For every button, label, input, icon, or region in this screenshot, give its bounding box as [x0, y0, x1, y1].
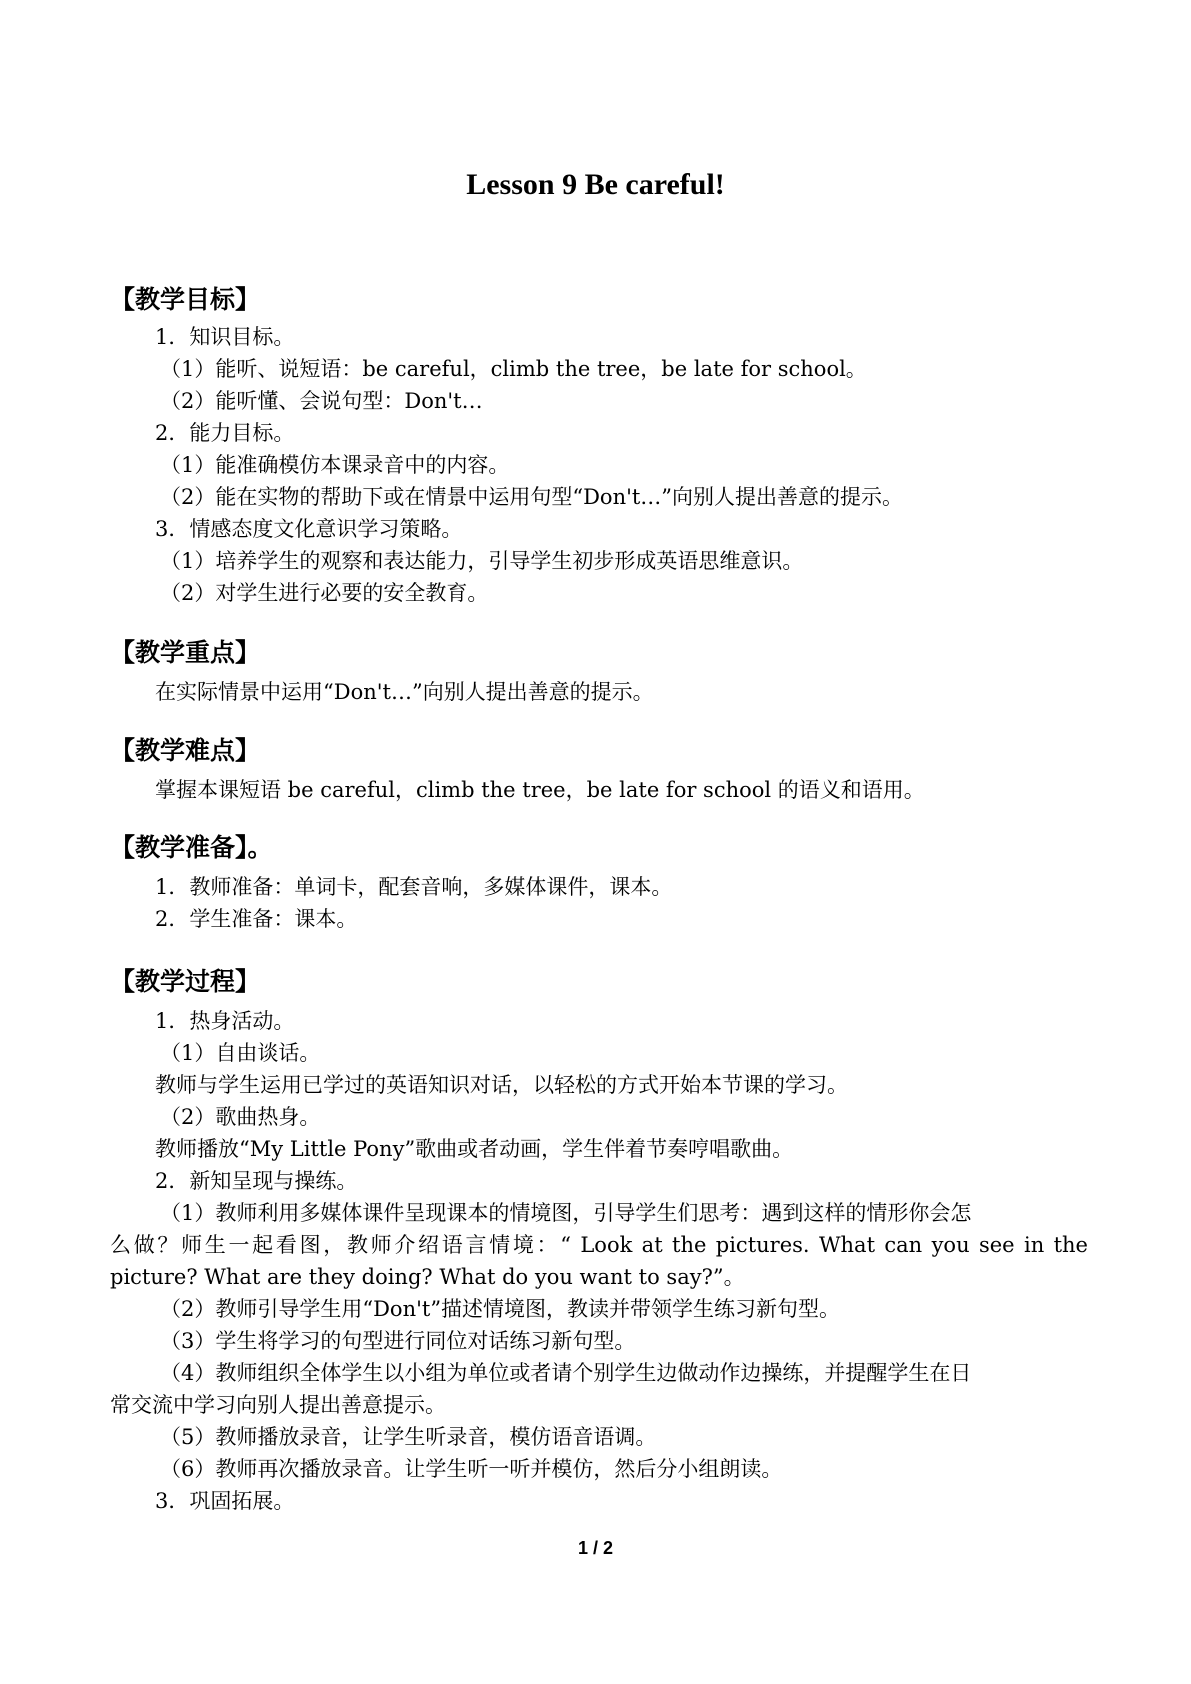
process-line: （4）教师组织全体学生以小组为单位或者请个别学生边做动作边操练，并提醒学生在日 [160, 1361, 972, 1385]
difficulties-line: 掌握本课短语 be careful，climb the tree，be late for school 的语义和语用。 [155, 778, 925, 802]
section-heading-goals: 【教学目标】 [110, 285, 261, 314]
process-line: 教师与学生运用已学过的英语知识对话，以轻松的方式开始本节课的学习。 [155, 1073, 848, 1097]
goals-line: 3．情感态度文化意识学习策略。 [155, 517, 463, 541]
process-line: 2．新知呈现与操练。 [155, 1169, 358, 1193]
section-heading-process: 【教学过程】 [110, 967, 261, 996]
process-line: （1）教师利用多媒体课件呈现课本的情境图，引导学生们思考：遇到这样的情形你会怎 [160, 1201, 972, 1225]
goals-line: （1）能听、说短语：be careful，climb the tree，be late for school。 [160, 357, 867, 381]
goals-line: （2）能在实物的帮助下或在情景中运用句型“Don't…”向别人提出善意的提示。 [160, 485, 904, 509]
goals-line: （2）对学生进行必要的安全教育。 [160, 581, 489, 605]
process-line: （3）学生将学习的句型进行同位对话练习新句型。 [160, 1329, 636, 1353]
process-line: 1．热身活动。 [155, 1009, 295, 1033]
process-line: （6）教师再次播放录音。让学生听一听并模仿，然后分小组朗读。 [160, 1457, 783, 1481]
process-line: 常交流中学习向别人提出善意提示。 [110, 1393, 446, 1417]
process-line: 3．巩固拓展。 [155, 1489, 295, 1513]
process-line: （2）歌曲热身。 [160, 1105, 321, 1129]
process-line: （5）教师播放录音，让学生听录音，模仿语音语调。 [160, 1425, 657, 1449]
process-line: （2）教师引导学生用“Don't”描述情境图，教读并带领学生练习新句型。 [160, 1297, 841, 1321]
section-heading-key-points: 【教学重点】 [110, 638, 261, 667]
section-heading-difficulties: 【教学难点】 [110, 736, 261, 765]
goals-line: 1．知识目标。 [155, 325, 295, 349]
process-line: （1）自由谈话。 [160, 1041, 321, 1065]
process-line: picture? What are they doing? What do you want to say?”。 [110, 1265, 745, 1289]
preparation-line: 1．教师准备：单词卡，配套音响，多媒体课件，课本。 [155, 875, 673, 899]
page-number: 1 / 2 [577, 1538, 614, 1558]
goals-line: （1）培养学生的观察和表达能力，引导学生初步形成英语思维意识。 [160, 549, 804, 573]
goals-line: （2）能听懂、会说句型：Don't… [160, 389, 483, 413]
process-line: 么做？师生一起看图，教师介绍语言情境：“ Look at the pictures. What can you see in the [110, 1233, 1088, 1257]
goals-line: 2．能力目标。 [155, 421, 295, 445]
process-line: 教师播放“My Little Pony”歌曲或者动画，学生伴着节奏哼唱歌曲。 [155, 1137, 794, 1161]
section-heading-preparation: 【教学准备】。 [110, 833, 273, 862]
preparation-line: 2．学生准备：课本。 [155, 907, 358, 931]
document-title: Lesson 9 Be careful! [466, 168, 725, 201]
goals-line: （1）能准确模仿本课录音中的内容。 [160, 453, 510, 477]
key-points-line: 在实际情景中运用“Don't…”向别人提出善意的提示。 [155, 680, 654, 704]
